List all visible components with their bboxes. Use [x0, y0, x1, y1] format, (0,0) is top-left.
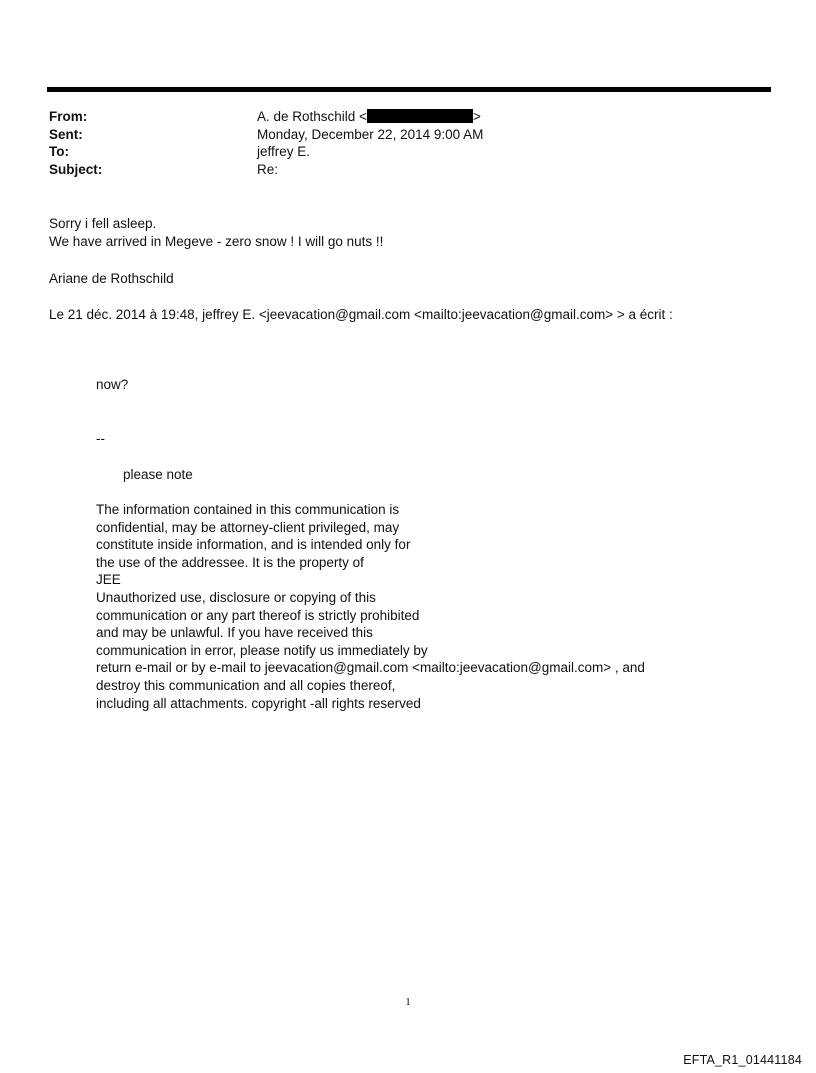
- subject-value: Re:: [257, 161, 279, 177]
- disclaimer-line: The information contained in this communication is: [96, 502, 400, 517]
- disclaimer-line: constitute inside information, and is intended only for: [96, 537, 411, 553]
- disclaimer-line: communication or any part thereof is strictly prohibited: [96, 607, 420, 623]
- disclaimer-line: JEE: [96, 572, 121, 588]
- subject-row: [49, 161, 483, 179]
- to-label: To:: [49, 144, 69, 159]
- page-number: 1: [405, 996, 411, 1008]
- message-line-2: We have arrived in Megeve - zero snow ! I will go nuts !!: [49, 234, 384, 249]
- sent-row: [49, 126, 483, 144]
- message-line-1: Sorry i fell asleep.: [49, 216, 157, 231]
- from-row: [49, 108, 483, 126]
- to-value: jeffrey E.: [257, 144, 311, 159]
- quoted-text: now?: [96, 377, 129, 392]
- quote-header: Le 21 déc. 2014 à 19:48, jeffrey E. <jeevacation@gmail.com <mailto:jeevacation@gmail.com> > a écrit :: [49, 307, 673, 322]
- from-name: A. de Rothschild <: [257, 109, 367, 124]
- email-header: [49, 108, 483, 178]
- document-id: EFTA_R1_01441184: [683, 1053, 802, 1067]
- disclaimer-line: and may be unlawful. If you have received this: [96, 625, 373, 641]
- disclaimer-line: the use of the addressee. It is the property of: [96, 554, 364, 570]
- from-close: >: [472, 109, 481, 124]
- disclaimer-line: Unauthorized use, disclosure or copying of this: [96, 589, 376, 605]
- top-rule: [47, 87, 771, 92]
- disclaimer-line: communication in error, please notify us immediately by: [96, 642, 428, 658]
- disclaimer-line: return e-mail or by e-mail to jeevacation@gmail.com <mailto:jeevacation@gmail.com> , and: [96, 660, 645, 676]
- to-row: [49, 143, 483, 161]
- from-label: From:: [49, 109, 88, 124]
- disclaimer: [96, 501, 645, 712]
- sent-value: Monday, December 22, 2014 9:00 AM: [257, 126, 484, 142]
- please-note: please note: [123, 467, 193, 482]
- disclaimer-line: confidential, may be attorney-client privileged, may: [96, 519, 400, 535]
- quoted-separator: --: [96, 431, 105, 446]
- subject-label: Subject:: [49, 161, 103, 177]
- sent-label: Sent:: [49, 126, 83, 142]
- redaction-box: [367, 109, 473, 123]
- signature: Ariane de Rothschild: [49, 271, 174, 286]
- from-value: [257, 108, 481, 126]
- disclaimer-line: destroy this communication and all copies thereof,: [96, 677, 396, 693]
- disclaimer-line: including all attachments. copyright -all rights reserved: [96, 695, 421, 711]
